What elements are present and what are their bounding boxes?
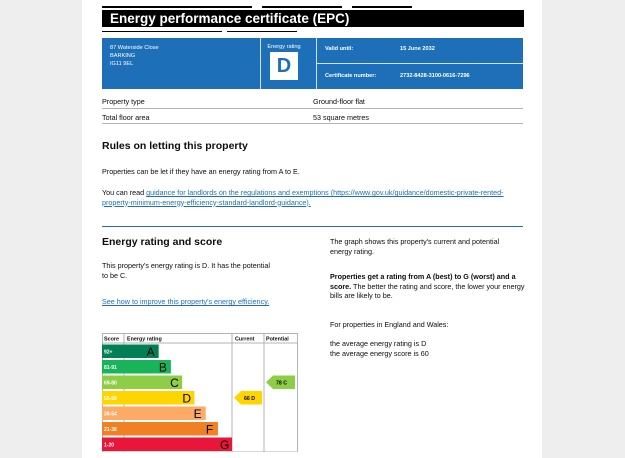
band-letter: F (205, 422, 214, 437)
render-artifact (102, 6, 252, 8)
band-score-label: 81-91 (104, 364, 117, 371)
page-title: Energy performance certificate (EPC) (110, 11, 350, 26)
rules-text: Properties can be let if they have an energy rating from A to E. (102, 167, 300, 176)
property-type-label: Property type (102, 97, 145, 106)
address-line: BARKING (110, 53, 136, 59)
improve-paragraph (102, 297, 277, 307)
ratings-explanation (330, 272, 525, 301)
band-score-label: 92+ (104, 349, 113, 356)
property-address (110, 44, 159, 68)
graph-description: The graph shows this property's current and potential energy rating. (330, 237, 500, 256)
chart-header: Score (104, 336, 119, 343)
page-bottom (82, 452, 542, 458)
chart-header: Current (235, 336, 255, 343)
floor-area-value: 53 square metres (313, 113, 369, 122)
guidance-prefix: You can read (102, 188, 147, 197)
address-line: 87 Waterside Close (110, 45, 159, 51)
band-letter: B (158, 360, 167, 375)
ratings-rest-text: The better the rating and score, the lower your energy bills are likely to be. (330, 281, 525, 300)
average-rating-text: the average energy rating is D (330, 339, 427, 348)
guidance-paragraph (102, 188, 512, 207)
section-divider (102, 226, 523, 227)
energy-text: This property's energy rating is D. It has the potential to be C. (102, 261, 270, 280)
guidance-link[interactable]: guidance for landlords on the regulations and exemptions (https://www.gov.uk/guidance/domestic-private-rented-property-minimum-energy-efficiency-standard-landlord-guidance). (102, 188, 504, 207)
render-artifact (227, 31, 297, 32)
current-rating-label: 66 D (244, 395, 255, 402)
property-type-value: Ground-floor flat (313, 97, 365, 106)
band-score-label: 1-20 (104, 442, 115, 449)
band-letter: C (170, 375, 179, 390)
valid-until-value: 15 June 2032 (400, 46, 435, 52)
row-divider (102, 123, 523, 124)
certificate-summary (102, 38, 523, 89)
energy-rating-label: Energy rating (267, 44, 301, 50)
band-letter: E (193, 406, 202, 421)
energy-rating-letter: D (270, 52, 298, 80)
valid-until-label: Valid until: (325, 46, 354, 52)
render-artifact (262, 6, 342, 8)
rules-heading: Rules on letting this property (102, 140, 248, 152)
band-score-label: 69-80 (104, 380, 117, 387)
certificate-number-value: 2732-8428-3100-0616-7296 (400, 73, 470, 79)
render-artifact (102, 31, 222, 32)
band-letter: D (182, 391, 192, 406)
floor-area-label: Total floor area (102, 113, 150, 122)
certificate-number-label: Certificate number: (325, 73, 377, 79)
page-title-bar (102, 10, 524, 27)
chart-header: Potential (266, 336, 289, 343)
improve-link[interactable]: See how to improve this property's energy efficiency. (102, 297, 270, 306)
band-bar (124, 422, 218, 436)
divider (316, 63, 523, 64)
band-score-label: 39-54 (104, 411, 117, 418)
band-bar (124, 438, 232, 452)
ratings-bold-text: Properties get a rating from A (best) to G (worst) and a score. (330, 272, 516, 291)
energy-heading: Energy rating and score (102, 236, 223, 248)
potential-rating-label: 78 C (276, 380, 287, 387)
render-artifact (352, 6, 412, 8)
address-line: IG11 9EL (110, 61, 134, 67)
band-score-label: 55-68 (104, 395, 117, 402)
energy-rating-chart (102, 333, 298, 458)
chart-header: Energy rating (127, 336, 162, 343)
england-wales-text: For properties in England and Wales: (330, 320, 449, 329)
band-letter: G (220, 437, 230, 452)
row-divider (102, 108, 523, 109)
epc-page (82, 0, 542, 458)
band-score-label: 21-38 (104, 426, 117, 433)
average-score-text: the average energy score is 60 (330, 349, 429, 358)
band-letter: A (146, 344, 155, 359)
